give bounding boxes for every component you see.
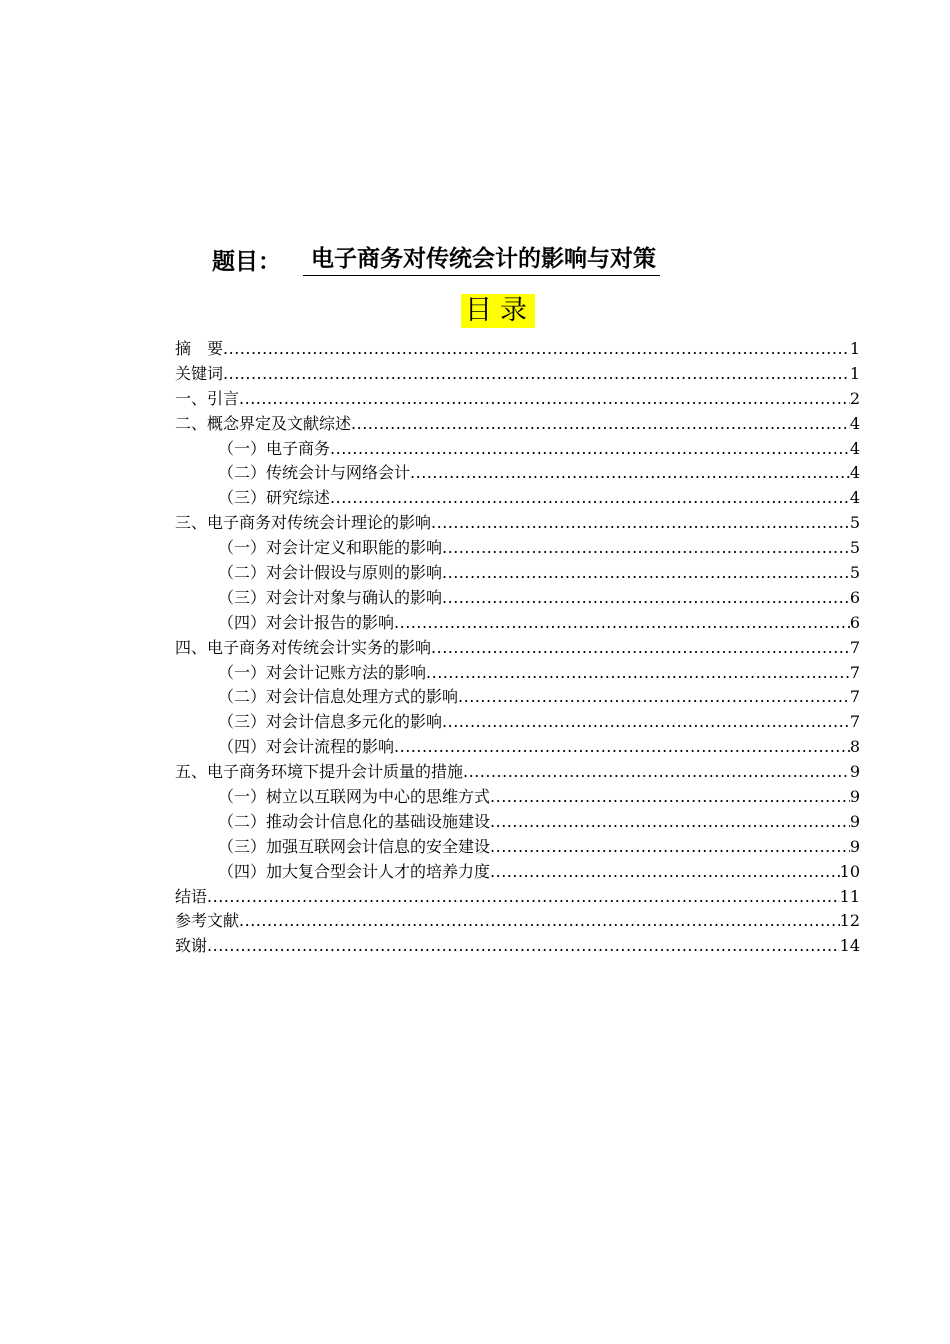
toc-dot-leader [442, 536, 850, 561]
toc-entry-title: （一）对会计定义和职能的影响 [218, 538, 443, 558]
toc-entry-page: 6 [849, 587, 860, 607]
toc-dot-leader [442, 586, 850, 611]
table-of-contents [175, 337, 860, 959]
toc-entry-page: 2 [849, 388, 860, 408]
toc-entry[interactable] [175, 934, 860, 959]
toc-dot-leader [330, 486, 850, 511]
toc-entry-title: 一、引言 [175, 388, 240, 408]
toc-entry-page: 5 [849, 538, 860, 558]
toc-dot-leader [442, 561, 850, 586]
toc-entry-page: 10 [839, 861, 860, 881]
toc-entry-page: 4 [849, 438, 860, 458]
toc-entry-title: （四）加大复合型会计人才的培养力度 [218, 861, 491, 881]
thesis-title: 电子商务对传统会计的影响与对策 [303, 240, 660, 276]
toc-entry-title: 三、电子商务对传统会计理论的影响 [175, 513, 432, 533]
toc-entry-page: 9 [849, 787, 860, 807]
toc-dot-leader [239, 387, 850, 412]
toc-entry[interactable] [175, 860, 860, 885]
toc-entry-title: （二）推动会计信息化的基础设施建设 [218, 811, 491, 831]
toc-entry-page: 6 [849, 612, 860, 632]
toc-dot-leader [223, 337, 850, 362]
toc-entry[interactable] [175, 785, 860, 810]
toc-entry-title: （四）对会计报告的影响 [218, 612, 395, 632]
toc-entry[interactable] [175, 760, 860, 785]
toc-entry[interactable] [175, 536, 860, 561]
thesis-title-line [212, 242, 660, 276]
toc-dot-leader [394, 611, 850, 636]
toc-entry-page: 7 [849, 712, 860, 732]
toc-entry-title: 四、电子商务对传统会计实务的影响 [175, 637, 432, 657]
toc-dot-leader [490, 785, 850, 810]
toc-entry-title: （三）加强互联网会计信息的安全建设 [218, 836, 491, 856]
toc-entry-page: 9 [849, 811, 860, 831]
toc-entry-title: （三）对会计信息多元化的影响 [218, 712, 443, 732]
toc-entry-page: 7 [849, 637, 860, 657]
toc-dot-leader [490, 810, 850, 835]
toc-entry-title: （一）电子商务 [218, 438, 331, 458]
toc-entry-page: 9 [849, 836, 860, 856]
toc-entry[interactable] [175, 835, 860, 860]
toc-entry[interactable] [175, 561, 860, 586]
toc-dot-leader [394, 735, 850, 760]
toc-entry-page: 9 [849, 762, 860, 782]
toc-entry[interactable] [175, 611, 860, 636]
toc-entry-title: （四）对会计流程的影响 [218, 737, 395, 757]
toc-entry-page: 1 [849, 339, 860, 358]
toc-entry-page: 5 [849, 513, 860, 533]
toc-entry-page: 4 [849, 488, 860, 508]
toc-dot-leader [463, 760, 850, 785]
toc-entry[interactable] [175, 461, 860, 486]
toc-dot-leader [426, 661, 850, 686]
toc-entry[interactable] [175, 486, 860, 511]
toc-entry-title: （二）传统会计与网络会计 [218, 463, 411, 483]
toc-entry[interactable] [175, 885, 860, 910]
toc-entry-title: （一）对会计记账方法的影响 [218, 662, 427, 682]
toc-entry-title: （二）对会计信息处理方式的影响 [218, 687, 459, 707]
toc-entry[interactable] [175, 810, 860, 835]
toc-entry-page: 14 [839, 936, 860, 956]
toc-entry-title: （二）对会计假设与原则的影响 [218, 563, 443, 583]
toc-dot-leader [490, 860, 840, 885]
toc-dot-leader [458, 685, 850, 710]
thesis-title-label: 题目： [212, 249, 281, 275]
toc-dot-leader [351, 412, 850, 437]
toc-entry[interactable] [175, 437, 860, 462]
toc-entry-page: 5 [849, 563, 860, 583]
toc-entry-page: 7 [849, 662, 860, 682]
toc-entry-page: 12 [839, 911, 860, 931]
toc-entry[interactable] [175, 661, 860, 686]
toc-entry[interactable] [175, 735, 860, 760]
toc-entry[interactable] [175, 387, 860, 412]
toc-entry[interactable] [175, 412, 860, 437]
toc-entry-title: 五、电子商务环境下提升会计质量的措施 [175, 762, 464, 782]
toc-entry-page: 4 [849, 463, 860, 483]
toc-dot-leader [207, 885, 840, 910]
toc-dot-leader [239, 909, 840, 934]
toc-dot-leader [442, 710, 850, 735]
toc-entry-title: 关键词 [175, 363, 224, 383]
toc-entry-title: （一）树立以互联网为中心的思维方式 [218, 787, 491, 807]
toc-entry-title: 结语 [175, 886, 208, 906]
toc-entry-page: 8 [849, 737, 860, 757]
toc-entry[interactable] [175, 710, 860, 735]
toc-dot-leader [330, 437, 850, 462]
toc-entry-title: （三）研究综述 [218, 488, 331, 508]
toc-entry[interactable] [175, 636, 860, 661]
toc-entry[interactable] [175, 362, 860, 387]
toc-entry-page: 7 [849, 687, 860, 707]
toc-entry-page: 4 [849, 413, 860, 433]
toc-entry[interactable] [175, 685, 860, 710]
toc-dot-leader [223, 362, 850, 387]
toc-dot-leader [410, 461, 850, 486]
toc-dot-leader [431, 511, 850, 536]
toc-entry[interactable] [175, 909, 860, 934]
toc-entry[interactable] [175, 511, 860, 536]
toc-entry-title: 摘 要 [175, 339, 224, 358]
toc-entry-title: 参考文献 [175, 911, 240, 931]
toc-entry-page: 1 [849, 363, 860, 383]
toc-entry-title: 致谢 [175, 936, 208, 956]
toc-dot-leader [431, 636, 850, 661]
toc-entry-title: （三）对会计对象与确认的影响 [218, 587, 443, 607]
toc-entry[interactable] [175, 337, 860, 362]
toc-dot-leader [207, 934, 840, 959]
toc-heading: 目录 [461, 294, 535, 328]
toc-entry[interactable] [175, 586, 860, 611]
toc-entry-title: 二、概念界定及文献综述 [175, 413, 352, 433]
toc-dot-leader [490, 835, 850, 860]
toc-entry-page: 11 [839, 886, 860, 906]
